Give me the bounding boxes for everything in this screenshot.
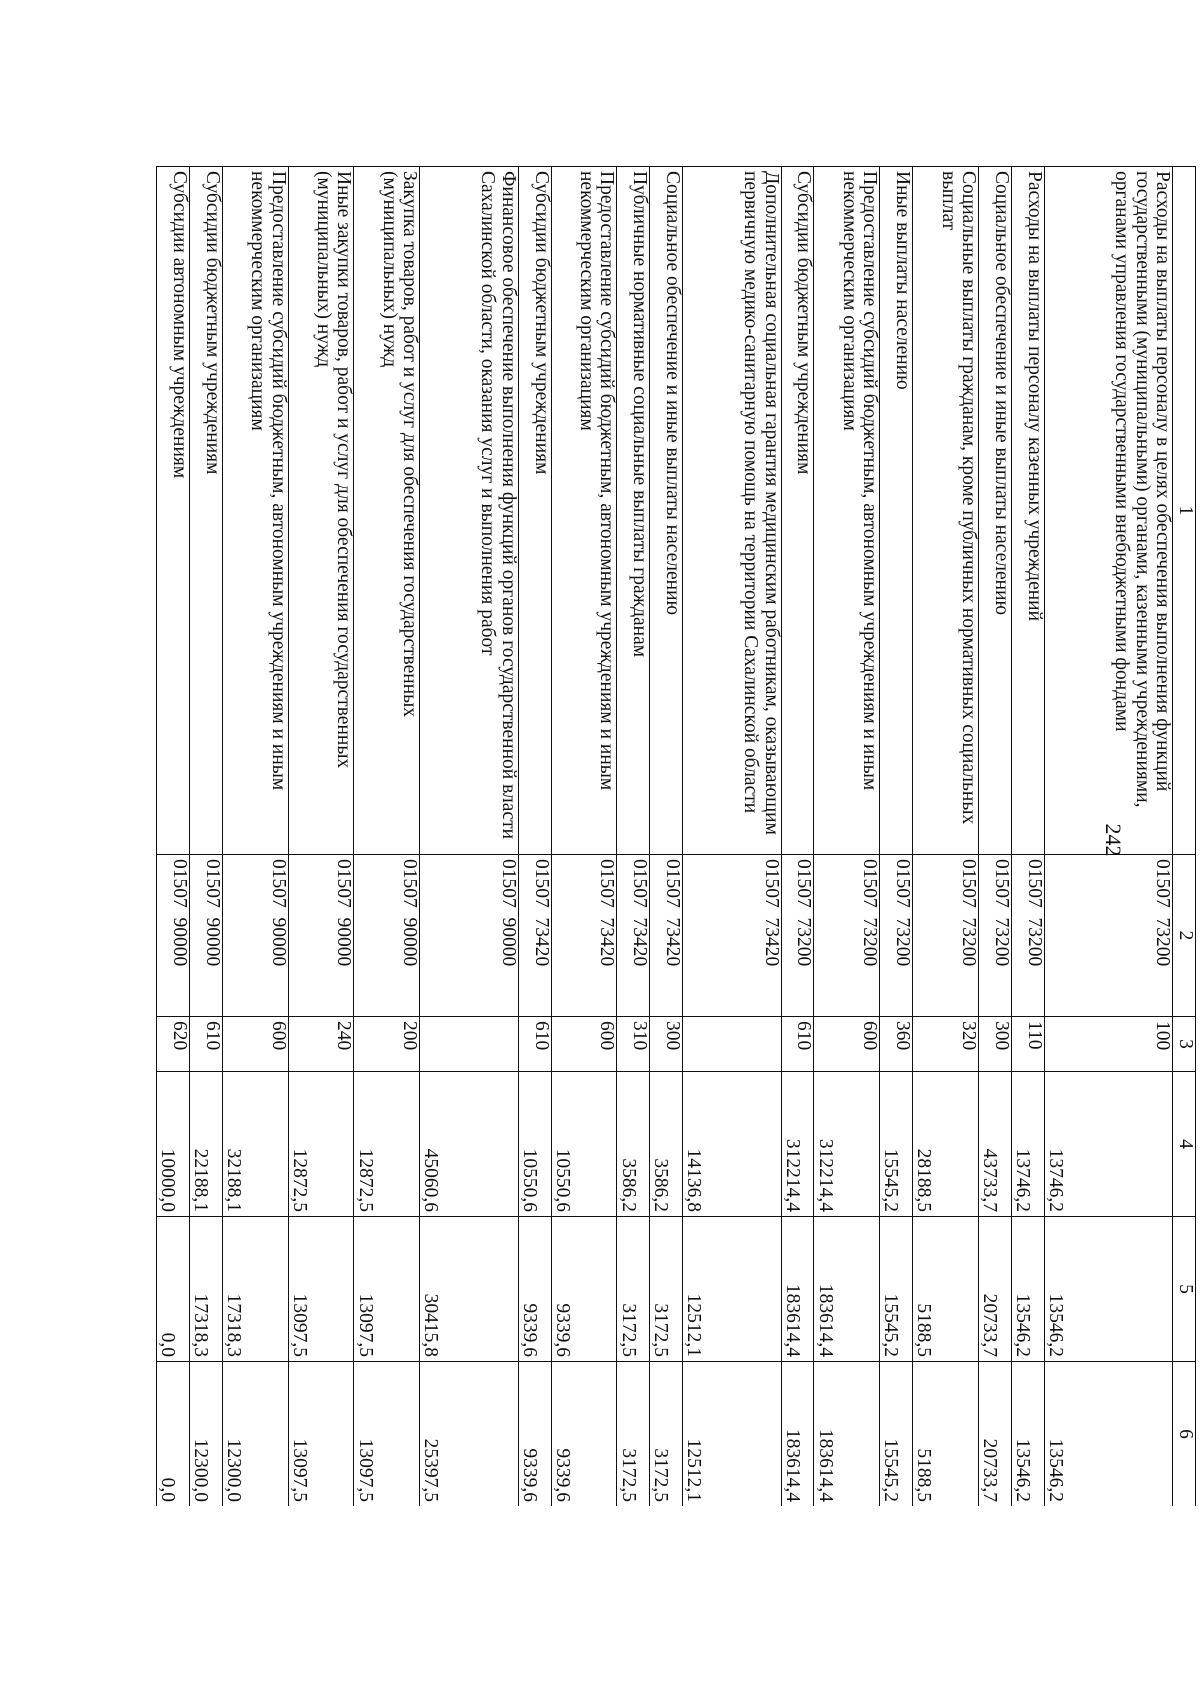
row-amount-col4: 10550,6 xyxy=(518,1072,551,1217)
row-amount-col6: 9339,6 xyxy=(518,1362,551,1507)
row-amount-col4: 3586,2 xyxy=(650,1072,683,1217)
row-amount-col5: 183614,4 xyxy=(781,1217,814,1362)
row-amount-col6: 12512,1 xyxy=(683,1362,782,1507)
row-amount-col6: 13546,2 xyxy=(1011,1362,1044,1507)
row-code: 01507 90000 xyxy=(420,855,519,1017)
row-amount-col6: 3172,5 xyxy=(650,1362,683,1507)
row-code: 01507 90000 xyxy=(157,855,190,1017)
row-type: 610 xyxy=(190,1017,223,1072)
row-amount-col4: 12872,5 xyxy=(288,1072,354,1217)
row-description: Расходы на выплаты персоналу в целях обеспечения выполнения функций государственными (муниципальными) органами, казенными учреждениями, органами управления государственными внебюджетными фондами xyxy=(1044,167,1172,855)
row-amount-col4: 22188,1 xyxy=(190,1072,223,1217)
row-description: Предоставление субсидий бюджетным, автономным учреждениям и иным некоммерческим организациям xyxy=(222,167,288,855)
row-type: 100 xyxy=(1044,1017,1172,1072)
row-amount-col4: 13746,2 xyxy=(1044,1072,1172,1217)
row-amount-col4: 45060,6 xyxy=(420,1072,519,1217)
row-description: Предоставление субсидий бюджетным, автономным учреждениям и иным некоммерческим организациям xyxy=(814,167,880,855)
row-amount-col4: 312214,4 xyxy=(781,1072,814,1217)
row-amount-col5: 20733,7 xyxy=(978,1217,1011,1362)
column-header: 2 xyxy=(1173,855,1196,1017)
row-code: 01507 73420 xyxy=(683,855,782,1017)
row-code: 01507 73200 xyxy=(1044,855,1172,1017)
row-amount-col6: 13097,5 xyxy=(354,1362,420,1507)
row-type: 300 xyxy=(978,1017,1011,1072)
row-amount-col6: 183614,4 xyxy=(814,1362,880,1507)
row-code: 01507 73200 xyxy=(1011,855,1044,1017)
table-body xyxy=(157,167,1173,1507)
row-amount-col5: 30415,8 xyxy=(420,1217,519,1362)
row-amount-col4: 32188,1 xyxy=(222,1072,288,1217)
column-header: 5 xyxy=(1173,1217,1196,1362)
row-amount-col5: 13546,2 xyxy=(1044,1217,1172,1362)
row-description: Субсидии бюджетным учреждениям xyxy=(518,167,551,855)
row-amount-col4: 28188,5 xyxy=(913,1072,979,1217)
budget-table xyxy=(156,166,1196,1506)
table-row xyxy=(978,167,1011,1507)
row-amount-col6: 20733,7 xyxy=(978,1362,1011,1507)
row-amount-col5: 12512,1 xyxy=(683,1217,782,1362)
row-type: 300 xyxy=(650,1017,683,1072)
row-code: 01507 73420 xyxy=(551,855,617,1017)
row-code: 01507 73420 xyxy=(617,855,650,1017)
row-amount-col6: 25397,5 xyxy=(420,1362,519,1507)
table-row xyxy=(781,167,814,1507)
row-amount-col6: 5188,5 xyxy=(913,1362,979,1507)
row-code: 01507 73200 xyxy=(880,855,913,1017)
row-amount-col5: 5188,5 xyxy=(913,1217,979,1362)
row-amount-col5: 3172,5 xyxy=(617,1217,650,1362)
row-code: 01507 73200 xyxy=(978,855,1011,1017)
row-amount-col5: 3172,5 xyxy=(650,1217,683,1362)
row-amount-col6: 15545,2 xyxy=(880,1362,913,1507)
row-description: Закупка товаров, работ и услуг для обеспечения государственных (муниципальных) нужд xyxy=(354,167,420,855)
budget-table-container xyxy=(156,166,1196,1506)
row-type: 620 xyxy=(157,1017,190,1072)
table-row xyxy=(518,167,551,1507)
row-description: Социальное обеспечение и иные выплаты населению xyxy=(978,167,1011,855)
table-row xyxy=(190,167,223,1507)
row-amount-col6: 12300,0 xyxy=(222,1362,288,1507)
table-row xyxy=(814,167,880,1507)
row-description: Субсидии автономным учреждениям xyxy=(157,167,190,855)
table-row xyxy=(913,167,979,1507)
row-description: Иные выплаты населению xyxy=(880,167,913,855)
table-row xyxy=(1011,167,1044,1507)
row-type: 200 xyxy=(354,1017,420,1072)
row-type: 360 xyxy=(880,1017,913,1072)
row-type: 310 xyxy=(617,1017,650,1072)
row-description: Финансовое обеспечение выполнения функций органов государственной власти Сахалинской области, оказания услуг и выполнения работ xyxy=(420,167,519,855)
table-row xyxy=(617,167,650,1507)
row-amount-col4: 15545,2 xyxy=(880,1072,913,1217)
row-amount-col4: 10550,6 xyxy=(551,1072,617,1217)
table-row xyxy=(683,167,782,1507)
table-row xyxy=(650,167,683,1507)
row-amount-col6: 12300,0 xyxy=(190,1362,223,1507)
row-type: 600 xyxy=(551,1017,617,1072)
table-header-row xyxy=(1173,167,1196,1507)
row-code: 01507 73200 xyxy=(781,855,814,1017)
row-amount-col5: 17318,3 xyxy=(190,1217,223,1362)
row-description: Расходы на выплаты персоналу казенных учреждений xyxy=(1011,167,1044,855)
row-description: Публичные нормативные социальные выплаты гражданам xyxy=(617,167,650,855)
table-row xyxy=(880,167,913,1507)
row-amount-col4: 14136,8 xyxy=(683,1072,782,1217)
row-description: Субсидии бюджетным учреждениям xyxy=(190,167,223,855)
row-type xyxy=(420,1017,519,1072)
row-amount-col5: 15545,2 xyxy=(880,1217,913,1362)
column-header: 1 xyxy=(1173,167,1196,855)
row-amount-col5: 9339,6 xyxy=(518,1217,551,1362)
column-header: 6 xyxy=(1173,1362,1196,1507)
row-amount-col6: 13097,5 xyxy=(288,1362,354,1507)
table-row xyxy=(157,167,190,1507)
row-amount-col6: 13546,2 xyxy=(1044,1362,1172,1507)
row-amount-col4: 10000,0 xyxy=(157,1072,190,1217)
row-amount-col6: 3172,5 xyxy=(617,1362,650,1507)
column-header: 4 xyxy=(1173,1072,1196,1217)
row-amount-col5: 9339,6 xyxy=(551,1217,617,1362)
row-code: 01507 90000 xyxy=(354,855,420,1017)
row-amount-col5: 13546,2 xyxy=(1011,1217,1044,1362)
row-type: 610 xyxy=(781,1017,814,1072)
row-type: 320 xyxy=(913,1017,979,1072)
row-code: 01507 90000 xyxy=(190,855,223,1017)
row-amount-col5: 17318,3 xyxy=(222,1217,288,1362)
row-code: 01507 73200 xyxy=(913,855,979,1017)
row-code: 01507 73420 xyxy=(518,855,551,1017)
row-amount-col6: 9339,6 xyxy=(551,1362,617,1507)
row-amount-col4: 12872,5 xyxy=(354,1072,420,1217)
row-code: 01507 90000 xyxy=(288,855,354,1017)
table-row xyxy=(354,167,420,1507)
column-header: 3 xyxy=(1173,1017,1196,1072)
row-type: 610 xyxy=(518,1017,551,1072)
table-row xyxy=(222,167,288,1507)
row-type: 600 xyxy=(222,1017,288,1072)
row-amount-col5: 0,0 xyxy=(157,1217,190,1362)
row-amount-col4: 312214,4 xyxy=(814,1072,880,1217)
table-row xyxy=(551,167,617,1507)
row-amount-col6: 0,0 xyxy=(157,1362,190,1507)
row-amount-col5: 13097,5 xyxy=(288,1217,354,1362)
table-row xyxy=(288,167,354,1507)
table-row xyxy=(1044,167,1172,1507)
row-description: Предоставление субсидий бюджетным, автономным учреждениям и иным некоммерческим организациям xyxy=(551,167,617,855)
row-code: 01507 73420 xyxy=(650,855,683,1017)
row-code: 01507 90000 xyxy=(222,855,288,1017)
row-type: 110 xyxy=(1011,1017,1044,1072)
row-type: 600 xyxy=(814,1017,880,1072)
row-amount-col5: 183614,4 xyxy=(814,1217,880,1362)
row-description: Иные закупки товаров, работ и услуг для обеспечения государственных (муниципальных) нужд xyxy=(288,167,354,855)
row-type xyxy=(683,1017,782,1072)
row-amount-col4: 3586,2 xyxy=(617,1072,650,1217)
row-description: Дополнительная социальная гарантия медицинским работникам, оказывающим первичную медико-санитарную помощь на территории Сахалинской области xyxy=(683,167,782,855)
row-amount-col4: 43733,7 xyxy=(978,1072,1011,1217)
row-amount-col6: 183614,4 xyxy=(781,1362,814,1507)
row-amount-col4: 13746,2 xyxy=(1011,1072,1044,1217)
row-description: Социальные выплаты гражданам, кроме публичных нормативных социальных выплат xyxy=(913,167,979,855)
page-number: 242 xyxy=(1101,823,1126,857)
row-type: 240 xyxy=(288,1017,354,1072)
row-description: Субсидии бюджетным учреждениям xyxy=(781,167,814,855)
row-amount-col5: 13097,5 xyxy=(354,1217,420,1362)
table-row xyxy=(420,167,519,1507)
row-description: Социальное обеспечение и иные выплаты населению xyxy=(650,167,683,855)
row-code: 01507 73200 xyxy=(814,855,880,1017)
